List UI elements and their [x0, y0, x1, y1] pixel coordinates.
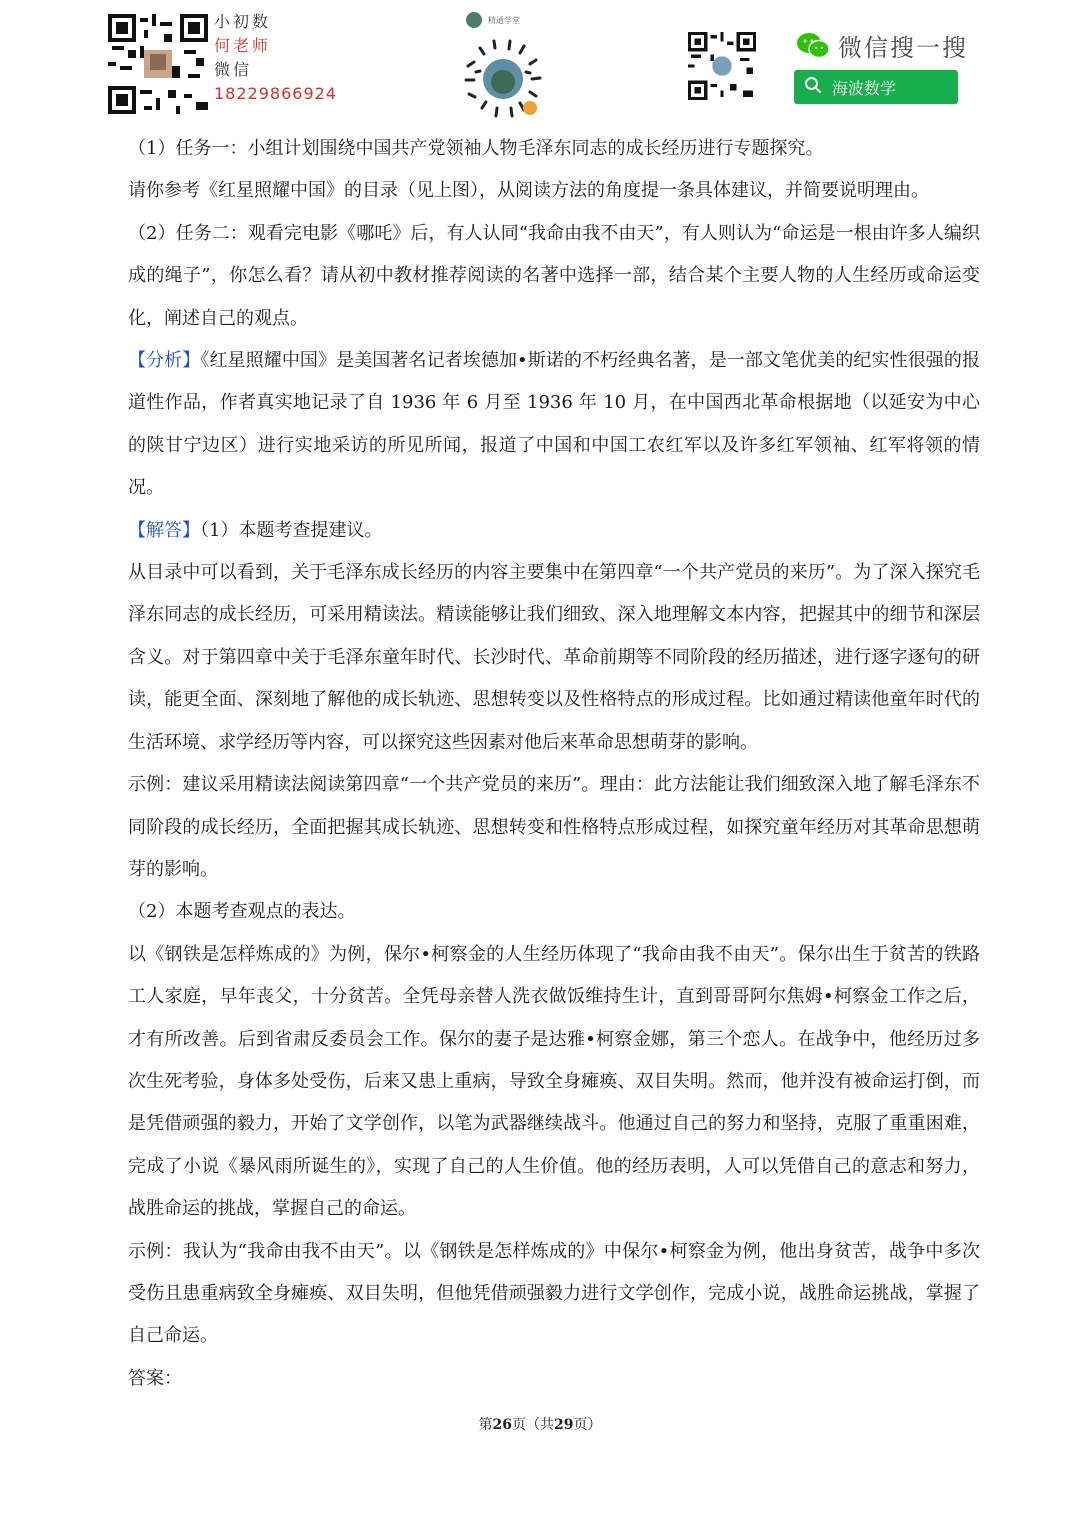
contact-handwriting: [214, 10, 337, 106]
analysis-tag: 【分析】: [128, 350, 201, 372]
task-two: （2）任务二：观看完电影《哪吒》后，有人认同“我命由我不由天”，有人则认为“命运是一根由许多人编织成的绳子”，你怎么看？请从初中教材推荐阅读的名著中选择一部，结合某个主要人物的人生经历或命运变化，阐述自己的观点。: [128, 222, 980, 329]
document-body: [128, 128, 980, 1400]
mini-brand-name: 精通学堂: [488, 15, 520, 25]
answer-tag: 【解答】: [128, 519, 200, 541]
brand-logo-icon: [466, 12, 482, 28]
answer-heading: 【解答】（1）本题考查提建议。: [128, 519, 383, 541]
mini-brand: [466, 12, 520, 28]
analysis-paragraph: 【分析】《红星照耀中国》是美国著名记者埃德加•斯诺的不朽经典名著，是一部文笔优美的纪实性很强的报道性作品，作者真实地记录了自 1936 年 6 月至 1936 年 10 月，在中国西北革命根据地（以延安为中心的陕甘宁边区）进行实地采访的所见所闻，报道了中国和中国工农红军以及许多红军领袖、红军将领的情况。: [128, 350, 980, 499]
handwriting-line-3: 微信: [214, 60, 253, 79]
task-one: （1）任务一：小组计划围绕中国共产党领袖人物毛泽东同志的成长经历进行专题探究。: [128, 138, 824, 159]
wechat-search-title-text: 微信搜一搜: [838, 34, 968, 62]
answer-one-body: 从目录中可以看到，关于毛泽东成长经历的内容主要集中在第四章“一个共产党员的来历”。为了深入探究毛泽东同志的成长经历，可采用精读法。精读能够让我们细致、深入地理解文本内容，把握其中的细节和深层含义。对于第四章中关于毛泽东童年时代、长沙时代、革命前期等不同阶段的经历描述，进行逐字逐句的研读，能更全面、深刻地了解他的成长轨迹、思想转变以及性格特点的形成过程。比如通过精读他童年时代的生活环境、求学经历等内容，可以探究这些因素对他后来革命思想萌芽的影响。: [128, 562, 980, 753]
wechat-icon: [796, 32, 830, 60]
handwriting-phone: 18229866924: [214, 84, 337, 103]
wechat-search-button-label: 海波数学: [832, 78, 897, 98]
handwriting-line-1: 小初数: [214, 12, 272, 31]
wechat-search-button[interactable]: [794, 70, 958, 104]
qr-code-icon: [108, 14, 208, 114]
answer-two-heading: （2）本题考查观点的表达。: [128, 901, 356, 923]
handwriting-line-2: 何老师: [214, 36, 272, 55]
answer-two-example: 示例：我认为“我命由我不由天”。以《钢铁是怎样炼成的》中保尔•柯察金为例，他出身贫苦，战争中多次受伤且患重病致全身瘫痪、双目失明，但他凭借顽强毅力进行文学创作，完成小说，战胜命运挑战，掌握了自己命运。: [128, 1240, 980, 1347]
task-one-question: 请你参考《红星照耀中国》的目录（见上图），从阅读方法的角度提一条具体建议，并简要说明理由。: [128, 180, 929, 202]
current-page: 26: [492, 1417, 512, 1433]
page-header: [0, 0, 1080, 122]
wechat-search-title: [796, 28, 968, 63]
search-icon: [804, 76, 822, 98]
wechat-qr-code-icon: [688, 32, 756, 100]
page-number: 第26页（共29页）: [478, 1417, 602, 1433]
answer-label: 答案：: [128, 1367, 182, 1389]
mini-program-code-icon: [460, 36, 546, 122]
total-pages: 29: [554, 1417, 574, 1433]
answer-one-example: 示例：建议采用精读法阅读第四章“一个共产党员的来历”。理由：此方法能让我们细致深入地了解毛泽东不同阶段的成长经历，全面把握其成长轨迹、思想转变和性格特点形成过程，如探究童年经历对其革命思想萌芽的影响。: [128, 774, 980, 880]
answer-two-body: 以《钢铁是怎样炼成的》为例，保尔•柯察金的人生经历体现了“我命由我不由天”。保尔出生于贫苦的铁路工人家庭，早年丧父，十分贫苦。全凭母亲替人洗衣做饭维持生计，直到哥哥阿尔焦姆•柯察金工作之后，才有所改善。后到省肃反委员会工作。保尔的妻子是达雅•柯察金娜，第三个恋人。在战争中，他经历过多次生死考验，身体多处受伤，后来又患上重病，导致全身瘫痪、双目失明。然而，他并没有被命运打倒，而是凭借顽强的毅力，开始了文学创作，以笔为武器继续战斗。他通过自己的努力和坚持，克服了重重困难，完成了小说《暴风雨所诞生的》，实现了自己的人生价值。他的经历表明，人可以凭借自己的意志和努力，战胜命运的挑战，掌握自己的命运。: [128, 943, 980, 1220]
